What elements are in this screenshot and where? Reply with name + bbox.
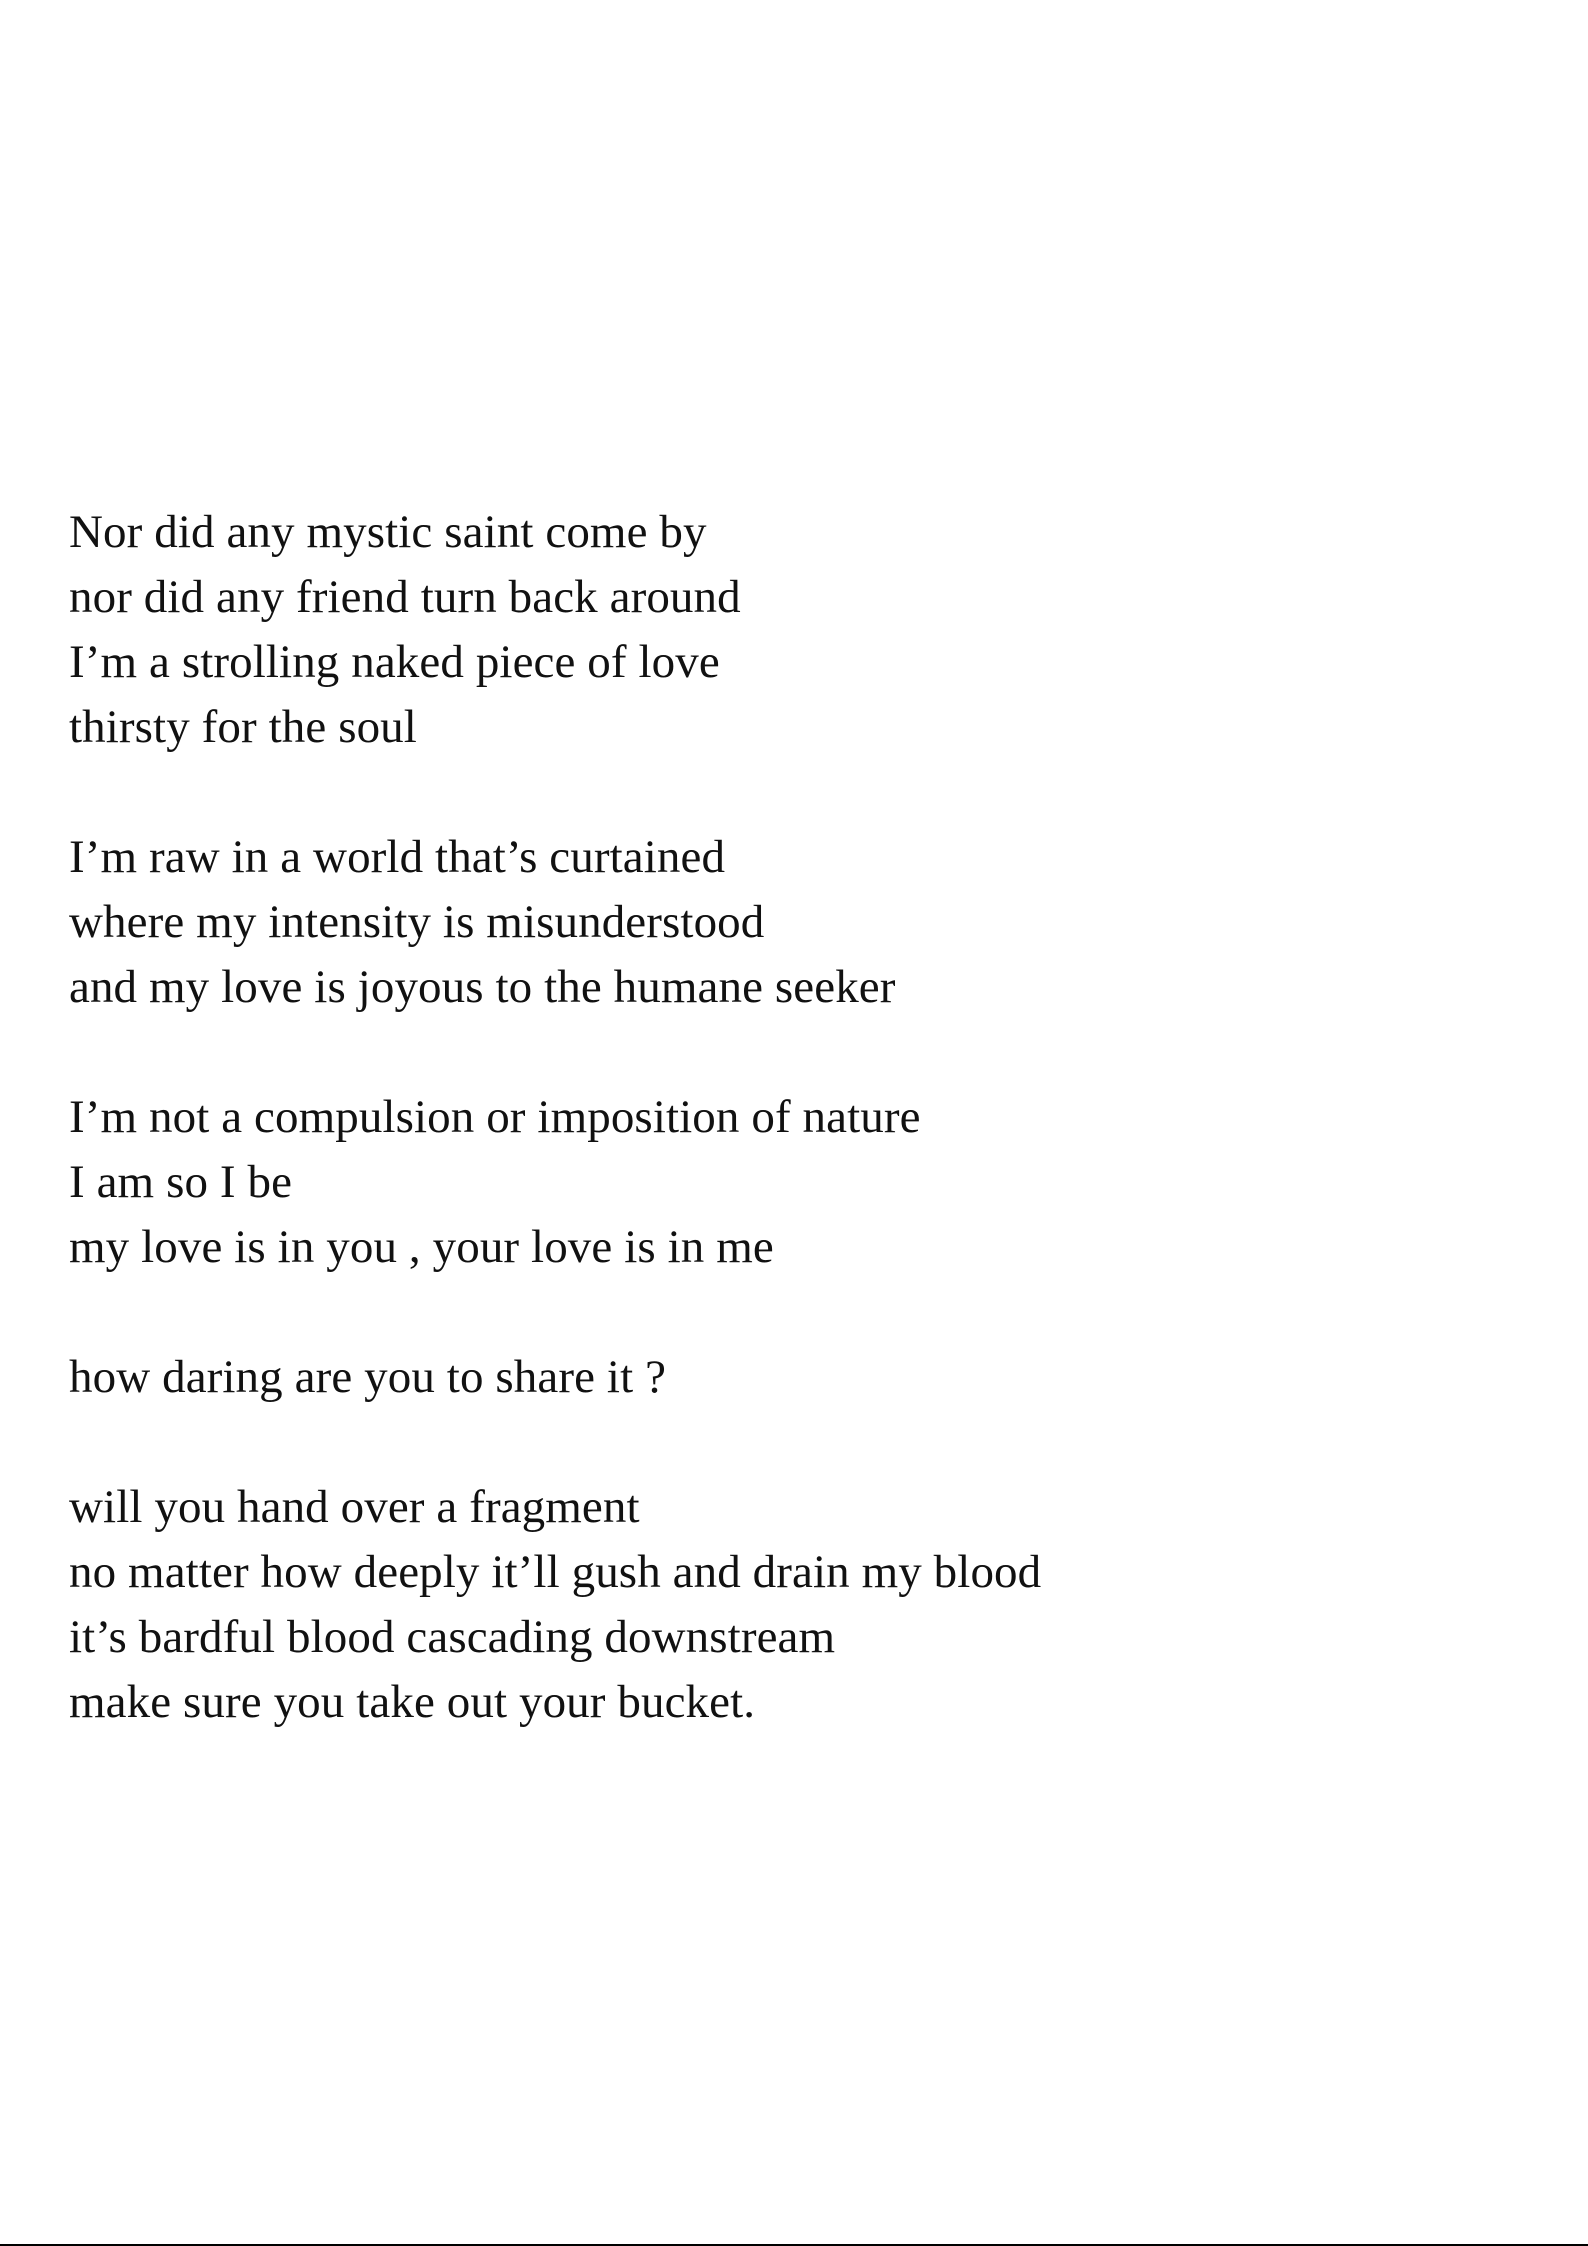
poem-line: I’m a strolling naked piece of love — [69, 636, 720, 688]
poem-line: no matter how deeply it’ll gush and drain my blood — [69, 1546, 1042, 1598]
stanza-5 — [69, 1475, 1469, 1735]
poem-line: make sure you take out your bucket. — [69, 1676, 756, 1728]
stanza-3 — [69, 1085, 1469, 1280]
poem-line: nor did any friend turn back around — [69, 571, 741, 623]
poem-line: I am so I be — [69, 1156, 293, 1208]
poem-line: where my intensity is misunderstood — [69, 896, 765, 948]
stanza-4 — [69, 1345, 1469, 1410]
poem-line: it’s bardful blood cascading downstream — [69, 1611, 836, 1663]
stanza-1 — [69, 500, 1469, 760]
poem-line: I’m not a compulsion or imposition of nature — [69, 1091, 921, 1143]
poem-line: and my love is joyous to the humane seeker — [69, 961, 896, 1013]
poem — [69, 500, 1469, 1735]
poem-line: Nor did any mystic saint come by — [69, 506, 707, 558]
poem-line: how daring are you to share it ? — [69, 1351, 667, 1403]
stanza-2 — [69, 825, 1469, 1020]
poem-line: will you hand over a fragment — [69, 1481, 640, 1533]
poem-line: I’m raw in a world that’s curtained — [69, 831, 726, 883]
poem-line: my love is in you , your love is in me — [69, 1221, 774, 1273]
poem-line: thirsty for the soul — [69, 701, 417, 753]
